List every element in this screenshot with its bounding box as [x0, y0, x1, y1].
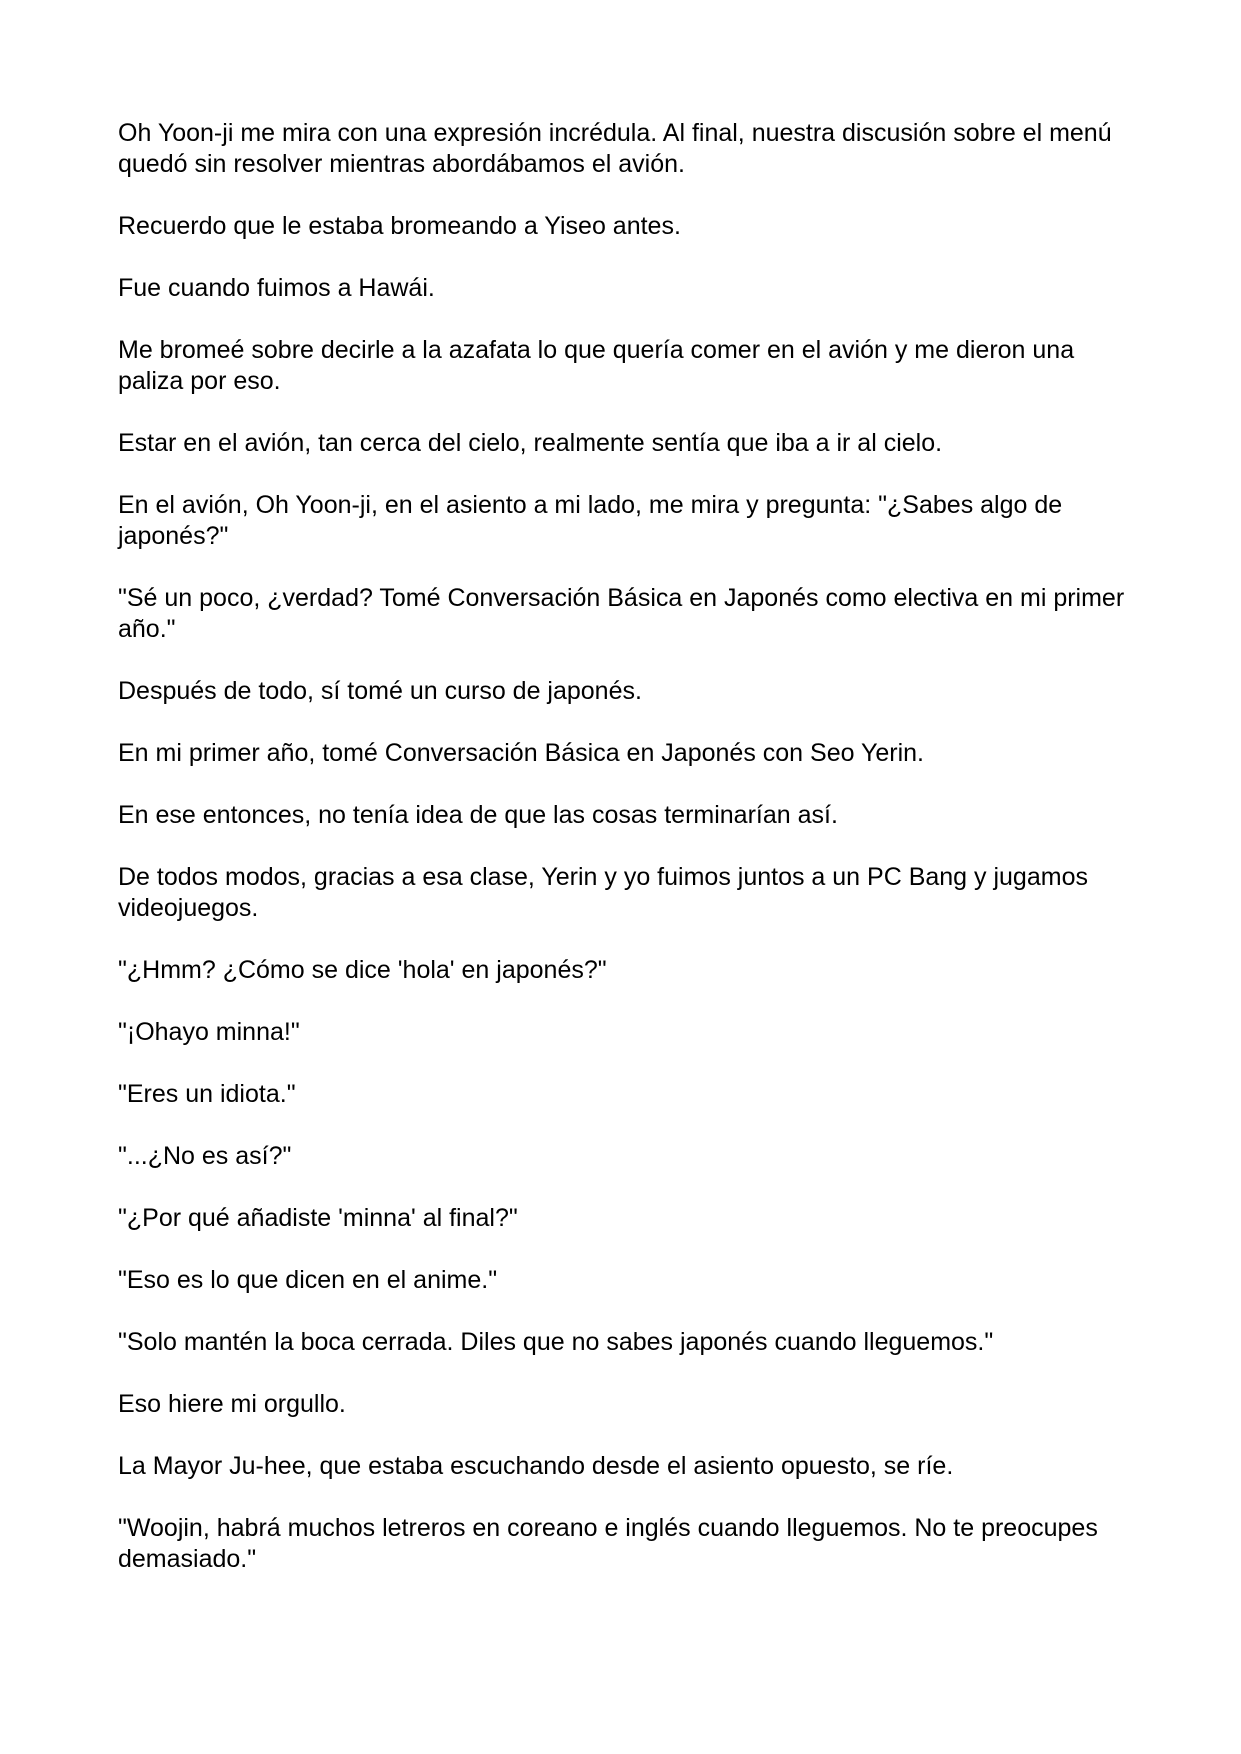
paragraph: De todos modos, gracias a esa clase, Yerin y yo fuimos juntos a un PC Bang y jugamos videojuegos.	[118, 863, 1088, 922]
paragraph: Recuerdo que le estaba bromeando a Yiseo antes.	[118, 212, 681, 240]
paragraph: Estar en el avión, tan cerca del cielo, realmente sentía que iba a ir al cielo.	[118, 429, 943, 457]
paragraph: "Woojin, habrá muchos letreros en coreano e inglés cuando lleguemos. No te preocupes demasiado."	[118, 1514, 1098, 1573]
paragraph: En ese entonces, no tenía idea de que las cosas terminarían así.	[118, 801, 838, 829]
paragraph: "Solo mantén la boca cerrada. Diles que no sabes japonés cuando lleguemos."	[118, 1328, 994, 1356]
paragraph: Después de todo, sí tomé un curso de japonés.	[118, 677, 642, 705]
paragraph: "...¿No es así?"	[118, 1142, 292, 1170]
paragraph: En el avión, Oh Yoon-ji, en el asiento a mi lado, me mira y pregunta: "¿Sabes algo de japonés?"	[118, 491, 1063, 550]
paragraph: "¿Hmm? ¿Cómo se dice 'hola' en japonés?"	[118, 956, 607, 984]
paragraph: "¡Ohayo minna!"	[118, 1018, 300, 1046]
paragraph: Eso hiere mi orgullo.	[118, 1390, 346, 1418]
document-body	[118, 118, 1128, 1606]
paragraph: "Sé un poco, ¿verdad? Tomé Conversación Básica en Japonés como electiva en mi primer año."	[118, 584, 1125, 643]
paragraph: "Eres un idiota."	[118, 1080, 296, 1108]
paragraph: Oh Yoon-ji me mira con una expresión incrédula. Al final, nuestra discusión sobre el menú quedó sin resolver mientras abordábamos el avión.	[118, 119, 1112, 178]
paragraph: En mi primer año, tomé Conversación Básica en Japonés con Seo Yerin.	[118, 739, 925, 767]
paragraph: "Eso es lo que dicen en el anime."	[118, 1266, 498, 1294]
paragraph: La Mayor Ju-hee, que estaba escuchando desde el asiento opuesto, se ríe.	[118, 1452, 954, 1480]
paragraph: Me bromeé sobre decirle a la azafata lo que quería comer en el avión y me dieron una paliza por eso.	[118, 336, 1075, 395]
paragraph: Fue cuando fuimos a Hawái.	[118, 274, 435, 302]
paragraph: "¿Por qué añadiste 'minna' al final?"	[118, 1204, 518, 1232]
